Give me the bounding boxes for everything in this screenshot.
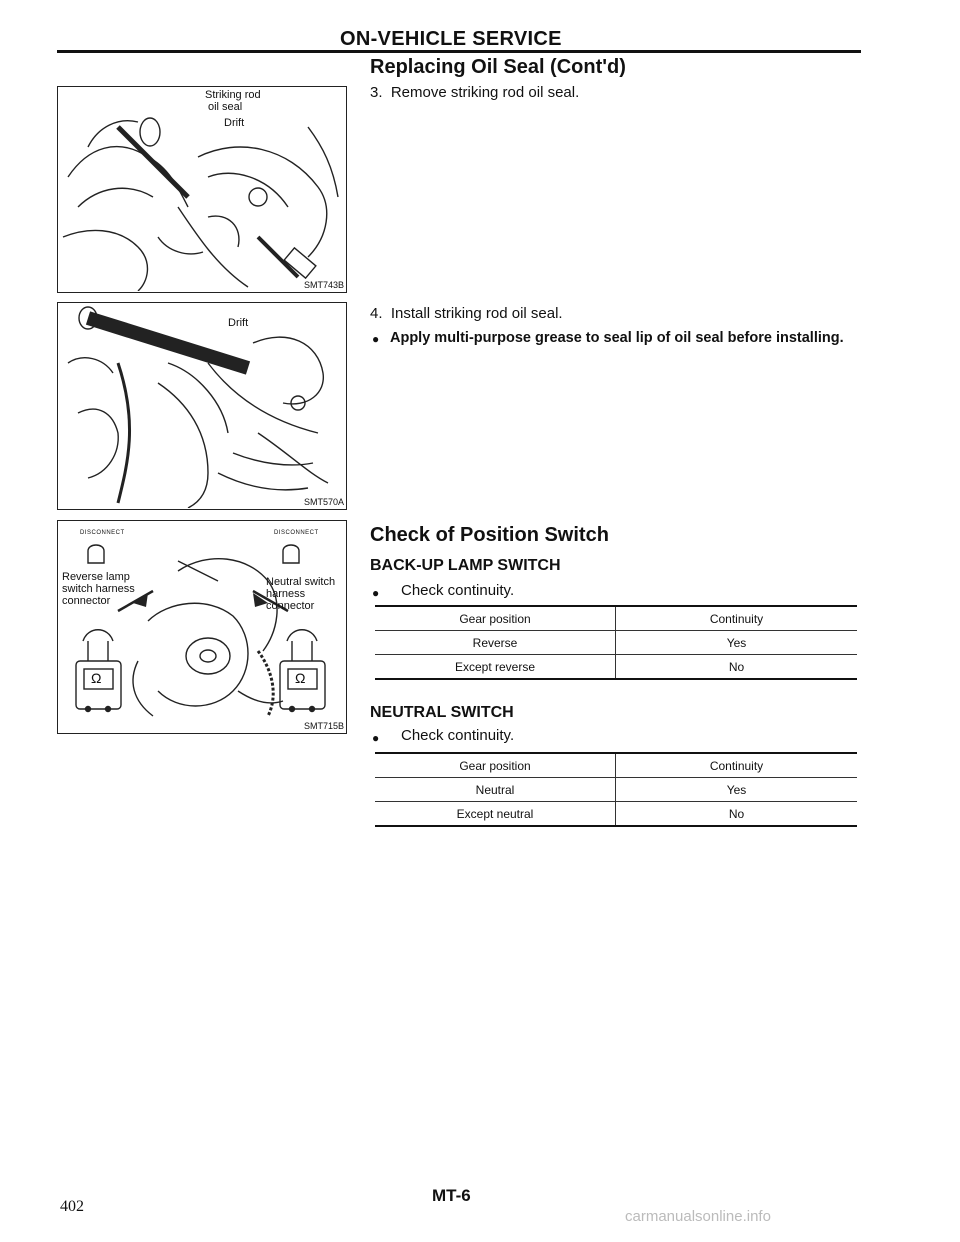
table-header-continuity: Continuity: [616, 753, 858, 778]
page-header-title: ON-VEHICLE SERVICE: [340, 28, 562, 50]
disconnect-label-left: DISCONNECT: [80, 530, 125, 536]
step-3-text: 3. Remove striking rod oil seal.: [370, 84, 580, 101]
table-header-gear-position: Gear position: [375, 606, 616, 631]
figure-striking-rod-seal-removal: [57, 86, 347, 293]
section-title-replacing-oil-seal: Replacing Oil Seal (Cont'd): [370, 56, 626, 78]
label-line: harness: [266, 588, 306, 600]
subhead-backup-lamp-switch: BACK-UP LAMP SWITCH: [370, 557, 561, 574]
figure-striking-rod-seal-install: [57, 302, 347, 510]
table-cell: Except neutral: [375, 802, 616, 827]
neutral-check-text: Check continuity.: [401, 727, 515, 744]
label-line: switch harness: [62, 583, 135, 595]
subhead-neutral-switch: NEUTRAL SWITCH: [370, 704, 514, 721]
footer-page-code: MT-6: [432, 1186, 471, 1205]
section-title-position-switch: Check of Position Switch: [370, 524, 609, 546]
ohm-icon: Ω: [91, 670, 102, 686]
bullet-icon: ●: [372, 731, 380, 745]
figure-2-illustration: [58, 303, 345, 508]
header-rule: [57, 50, 861, 53]
backup-continuity-table: [375, 605, 857, 680]
step-4-text: 4. Install striking rod oil seal.: [370, 305, 563, 322]
figure-3-illustration: [58, 521, 345, 732]
table-row: [375, 606, 857, 631]
figure-code: SMT570A: [303, 497, 344, 507]
neutral-continuity-table: [375, 752, 857, 827]
label-reverse-lamp-connector: [62, 571, 135, 607]
label-neutral-switch-connector: [266, 576, 335, 612]
table-cell: Except reverse: [375, 655, 616, 680]
label-striking-rod: Striking rod: [205, 89, 261, 101]
figure-code: SMT743B: [303, 280, 344, 290]
table-cell: Yes: [616, 778, 858, 802]
table-cell: No: [616, 655, 858, 680]
label-line: connector: [62, 595, 111, 607]
table-row: [375, 802, 857, 827]
table-row: [375, 753, 857, 778]
bullet-icon: ●: [372, 332, 380, 346]
table-cell: Reverse: [375, 631, 616, 655]
page-number: 402: [60, 1198, 84, 1215]
watermark-text: carmanualsonline.info: [625, 1208, 771, 1225]
table-row: [375, 655, 857, 680]
grease-note: Apply multi-purpose grease to seal lip of oil seal before installing.: [390, 330, 844, 346]
label-line: Reverse lamp: [62, 571, 130, 583]
table-cell: Yes: [616, 631, 858, 655]
backup-check-text: Check continuity.: [401, 582, 515, 599]
table-row: [375, 631, 857, 655]
table-cell: No: [616, 802, 858, 827]
disconnect-label-right: DISCONNECT: [274, 530, 319, 536]
figure-position-switch-connectors: [57, 520, 347, 734]
label-line: connector: [266, 600, 315, 612]
table-cell: Neutral: [375, 778, 616, 802]
bullet-icon: ●: [372, 586, 380, 600]
figure-1-illustration: [58, 87, 345, 291]
label-oil-seal: oil seal: [208, 101, 243, 113]
table-header-continuity: Continuity: [616, 606, 858, 631]
table-row: [375, 778, 857, 802]
label-drift: Drift: [224, 117, 245, 129]
label-line: Neutral switch: [266, 576, 336, 588]
ohm-icon: Ω: [295, 670, 306, 686]
label-drift: Drift: [228, 317, 249, 329]
table-header-gear-position: Gear position: [375, 753, 616, 778]
figure-code: SMT715B: [303, 721, 344, 731]
